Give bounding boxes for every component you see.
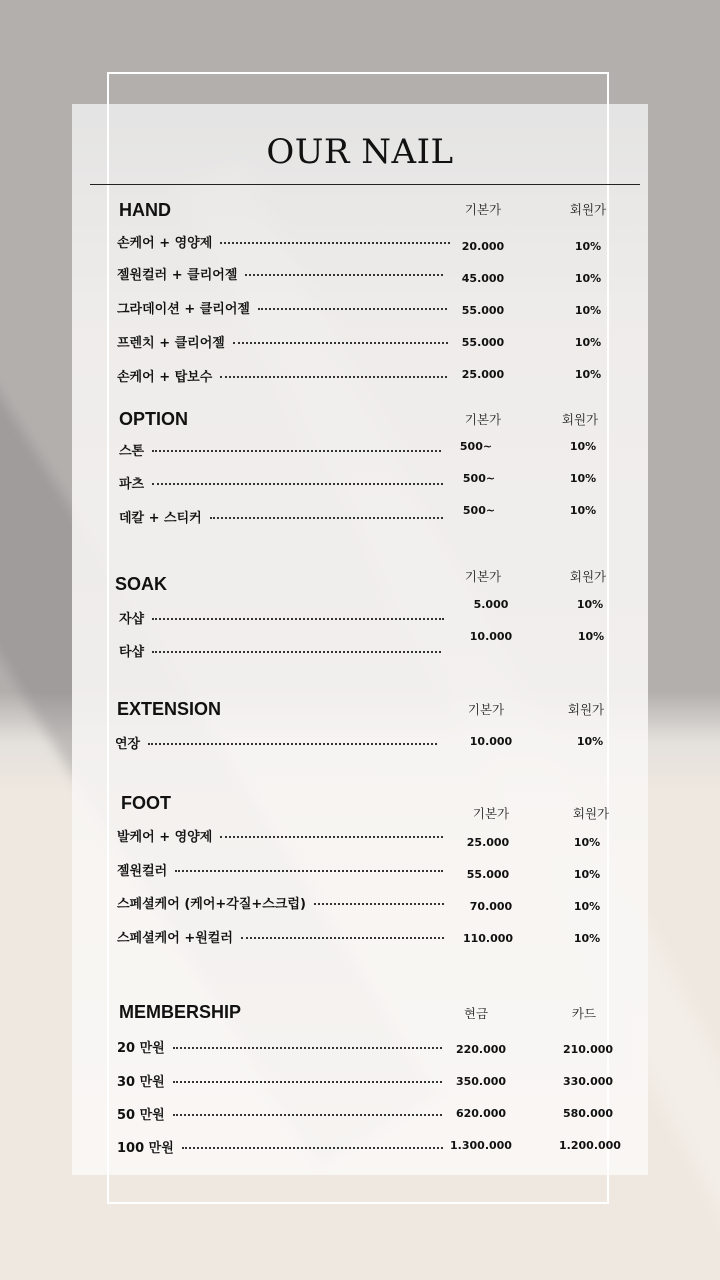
item-name: 파츠 bbox=[119, 477, 145, 492]
item-name: 데칼 + 스티커 bbox=[119, 511, 202, 526]
item-price: 5.000 bbox=[473, 598, 509, 611]
list-item bbox=[117, 826, 443, 846]
item-name: 연장 bbox=[115, 737, 141, 752]
col-head-member-price: 회원가 bbox=[561, 412, 599, 427]
item-member-price: 10% bbox=[574, 304, 602, 317]
item-price: 25.000 bbox=[466, 836, 510, 849]
col-head-member-price: 회원가 bbox=[567, 702, 605, 717]
item-price: 500~ bbox=[462, 472, 496, 485]
item-name: 자샵 bbox=[119, 612, 145, 627]
item-name: 그라데이션 + 클리어젤 bbox=[117, 302, 250, 317]
item-price: 70.000 bbox=[469, 900, 513, 913]
item-name: 스페셜케어 +원컬러 bbox=[117, 931, 233, 946]
item-member-price: 10% bbox=[569, 504, 597, 517]
item-cash-price: 620.000 bbox=[455, 1107, 507, 1120]
page-title: OUR NAIL bbox=[266, 132, 454, 172]
list-item bbox=[119, 641, 441, 661]
list-item bbox=[119, 507, 443, 527]
section-title-option: OPTION bbox=[119, 409, 189, 429]
item-member-price: 10% bbox=[573, 900, 601, 913]
item-name: 20 만원 bbox=[117, 1041, 165, 1056]
item-name: 젤원컬러 + 클리어젤 bbox=[117, 268, 238, 283]
list-item bbox=[117, 298, 447, 318]
list-item bbox=[117, 927, 444, 947]
item-member-price: 10% bbox=[576, 598, 604, 611]
col-head-member-price: 회원가 bbox=[569, 202, 607, 217]
item-price: 500~ bbox=[459, 440, 493, 453]
item-name: 100 만원 bbox=[117, 1141, 174, 1156]
list-item bbox=[117, 232, 450, 252]
list-item bbox=[117, 1071, 442, 1091]
col-head-base-price: 기본가 bbox=[467, 702, 505, 717]
col-head-member-price: 회원가 bbox=[569, 569, 607, 584]
col-head-base-price: 기본가 bbox=[472, 806, 510, 821]
item-member-price: 10% bbox=[574, 336, 602, 349]
col-head-base-price: 기본가 bbox=[464, 412, 502, 427]
item-price: 55.000 bbox=[466, 868, 510, 881]
item-price: 500~ bbox=[462, 504, 496, 517]
section-title-foot: FOOT bbox=[121, 793, 171, 813]
item-price: 10.000 bbox=[469, 735, 513, 748]
item-card-price: 580.000 bbox=[562, 1107, 614, 1120]
col-head-base-price: 기본가 bbox=[464, 202, 502, 217]
item-member-price: 10% bbox=[576, 735, 604, 748]
item-name: 프렌치 + 클리어젤 bbox=[117, 336, 225, 351]
item-price: 20.000 bbox=[461, 240, 505, 253]
item-card-price: 1.200.000 bbox=[559, 1139, 621, 1152]
item-name: 스톤 bbox=[119, 444, 145, 459]
list-item bbox=[117, 1037, 442, 1057]
item-member-price: 10% bbox=[573, 932, 601, 945]
item-name: 스페셜케어 (케어+각질+스크럽) bbox=[117, 897, 306, 912]
item-cash-price: 1.300.000 bbox=[450, 1139, 512, 1152]
item-member-price: 10% bbox=[573, 836, 601, 849]
item-name: 손케어 + 탑보수 bbox=[117, 370, 213, 385]
list-item bbox=[117, 332, 448, 352]
item-name: 손케어 + 영양제 bbox=[117, 236, 213, 251]
item-cash-price: 350.000 bbox=[455, 1075, 507, 1088]
col-head-cash: 현금 bbox=[463, 1006, 489, 1021]
item-name: 타샵 bbox=[119, 645, 145, 660]
col-head-member-price: 회원가 bbox=[572, 806, 610, 821]
item-member-price: 10% bbox=[569, 440, 597, 453]
list-item bbox=[117, 1104, 442, 1124]
item-card-price: 330.000 bbox=[562, 1075, 614, 1088]
item-price: 55.000 bbox=[461, 304, 505, 317]
item-member-price: 10% bbox=[574, 368, 602, 381]
list-item bbox=[119, 473, 443, 493]
item-price: 45.000 bbox=[461, 272, 505, 285]
item-price: 10.000 bbox=[469, 630, 513, 643]
item-price: 110.000 bbox=[462, 932, 514, 945]
list-item bbox=[117, 366, 447, 386]
item-cash-price: 220.000 bbox=[455, 1043, 507, 1056]
item-name: 50 만원 bbox=[117, 1108, 165, 1123]
item-member-price: 10% bbox=[569, 472, 597, 485]
list-item bbox=[117, 264, 443, 284]
item-name: 30 만원 bbox=[117, 1075, 165, 1090]
item-member-price: 10% bbox=[577, 630, 605, 643]
list-item bbox=[119, 440, 441, 460]
item-name: 발케어 + 영양제 bbox=[117, 830, 213, 845]
list-item bbox=[117, 1137, 443, 1157]
section-title-extension: EXTENSION bbox=[117, 699, 222, 719]
item-price: 25.000 bbox=[461, 368, 505, 381]
section-title-membership: MEMBERSHIP bbox=[119, 1002, 242, 1022]
item-name: 젤원컬러 bbox=[117, 864, 168, 879]
item-member-price: 10% bbox=[574, 272, 602, 285]
col-head-card: 카드 bbox=[571, 1006, 597, 1021]
list-item bbox=[117, 860, 443, 880]
list-item bbox=[117, 893, 444, 913]
col-head-base-price: 기본가 bbox=[464, 569, 502, 584]
section-title-hand: HAND bbox=[119, 200, 171, 220]
list-item bbox=[115, 733, 437, 753]
title-divider bbox=[90, 184, 640, 185]
list-item bbox=[119, 608, 444, 628]
item-member-price: 10% bbox=[573, 868, 601, 881]
item-price: 55.000 bbox=[461, 336, 505, 349]
item-member-price: 10% bbox=[574, 240, 602, 253]
section-title-soak: SOAK bbox=[115, 574, 168, 594]
item-card-price: 210.000 bbox=[562, 1043, 614, 1056]
